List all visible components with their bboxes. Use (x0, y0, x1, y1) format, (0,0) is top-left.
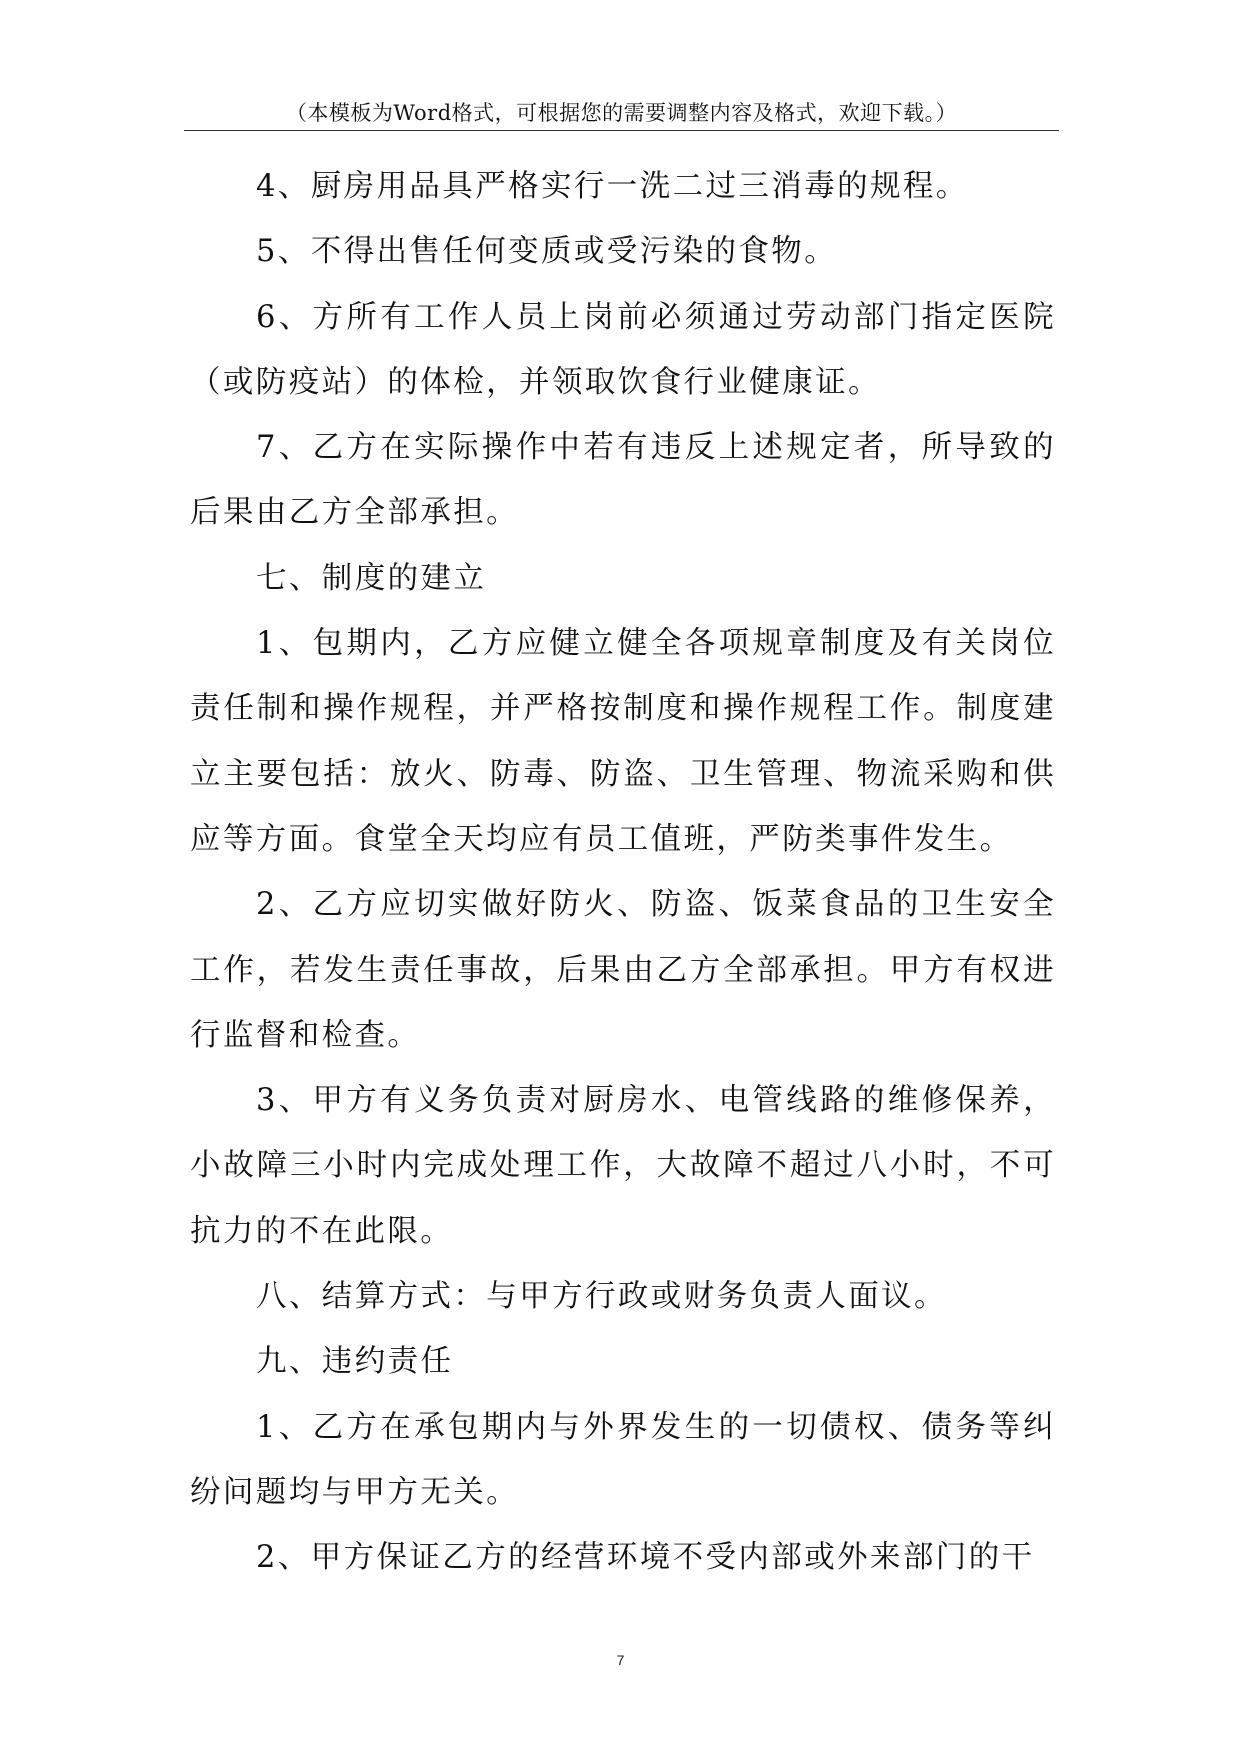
clause-paragraph: 3、甲方有义务负责对厨房水、电管线路的维修保养，小故障三小时内完成处理工作，大故障不超过八小时，不可抗力的不在此限。 (190, 1083, 1056, 1249)
clause-paragraph: 1、包期内，乙方应健立健全各项规章制度及有关岗位责任制和操作规程，并严格按制度和操作规程工作。制度建立主要包括：放火、防毒、防盗、卫生管理、物流采购和供应等方面。食堂全天均应有员工值班，严防类事件发生。 (190, 626, 1056, 857)
document-body (190, 154, 1056, 1591)
clause-paragraph: 4、厨房用品具严格实行一洗二过三消毒的规程。 (256, 169, 969, 204)
section-heading: 八、结算方式：与甲方行政或财务负责人面议。 (256, 1279, 947, 1315)
clause-paragraph: 6、方所有工作人员上岗前必须通过劳动部门指定医院（或防疫站）的体检，并领取饮食行业健康证。 (190, 299, 1056, 400)
section-heading: 七、制度的建立 (256, 560, 487, 596)
clause-paragraph: 2、乙方应切实做好防火、防盗、饭菜食品的卫生安全工作，若发生责任事故，后果由乙方全部承担。甲方有权进行监督和检查。 (190, 887, 1056, 1053)
clause-paragraph: 2、甲方保证乙方的经营环境不受内部或外来部门的干 (256, 1540, 1035, 1576)
header-divider (184, 130, 1059, 131)
section-heading: 九、违约责任 (256, 1344, 454, 1380)
clause-paragraph: 7、乙方在实际操作中若有违反上述规定者，所导致的后果由乙方全部承担。 (190, 430, 1056, 531)
clause-paragraph: 5、不得出售任何变质或受污染的食物。 (256, 234, 838, 270)
clause-paragraph: 1、乙方在承包期内与外界发生的一切债权、债务等纠纷问题均与甲方无关。 (190, 1409, 1056, 1510)
page-number: 7 (616, 1652, 625, 1668)
template-notice-header: （本模板为Word格式，可根据您的需要调整内容及格式，欢迎下载。） (285, 101, 958, 125)
